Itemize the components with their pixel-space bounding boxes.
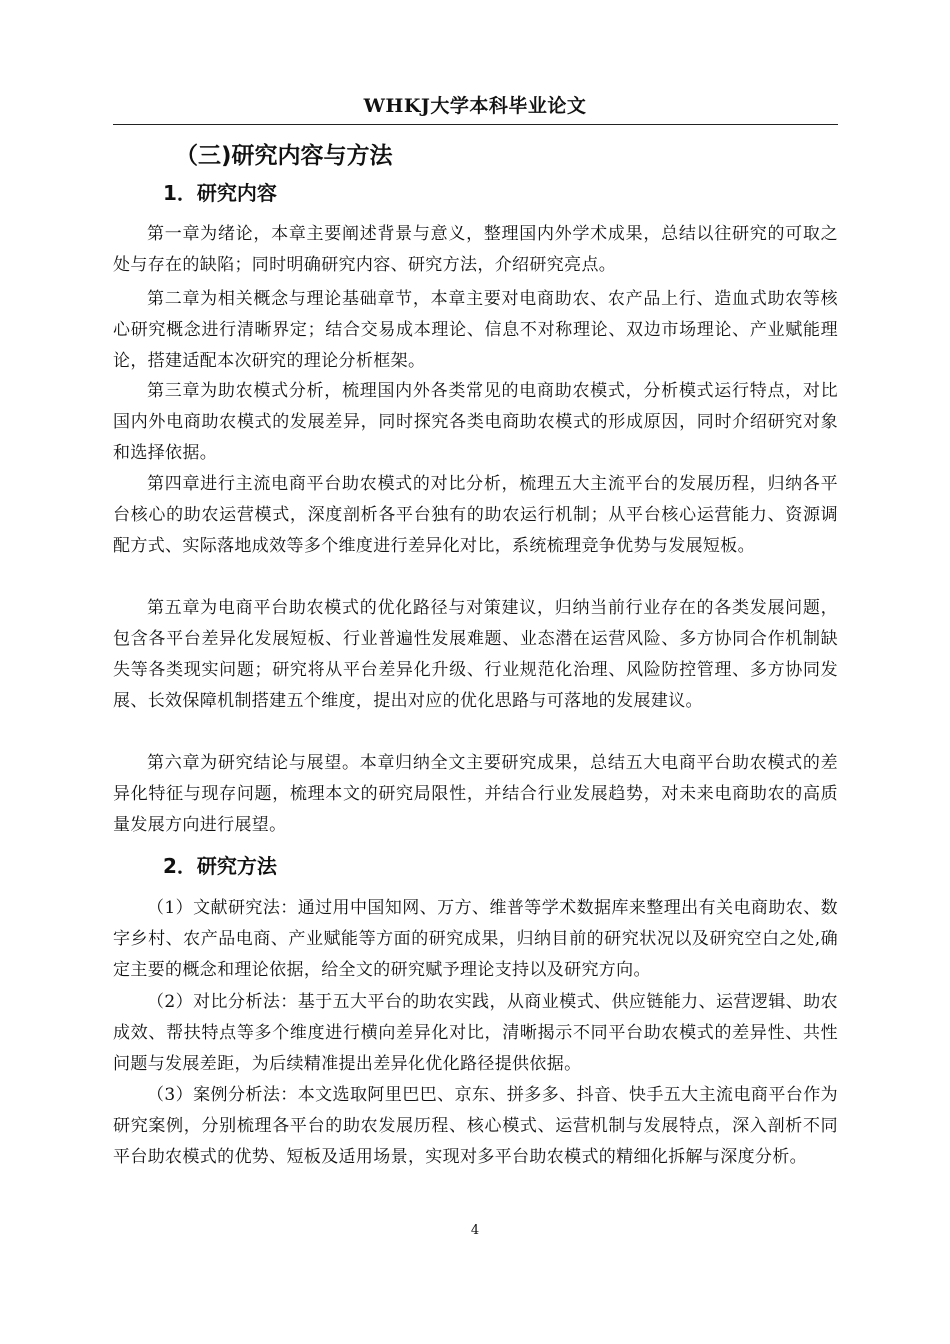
paragraph-method-case-study: （3）案例分析法：本文选取阿里巴巴、京东、拼多多、抖音、快手五大主流电商平台作为研究案例，分别梳理各平台的助农发展历程、核心模式、运营机制与发展特点，深入剖析不同平台助农模式的优势、短板及适用场景，实现对多平台助农模式的精细化拆解与深度分析。 bbox=[113, 1085, 838, 1167]
subsection-heading-research-content: 1．研究内容 bbox=[163, 181, 277, 205]
paragraph-chapter-3: 第三章为助农模式分析，梳理国内外各类常见的电商助农模式，分析模式运行特点，对比国内外电商助农模式的发展差异，同时探究各类电商助农模式的形成原因，同时介绍研究对象和选择依据。 bbox=[113, 381, 838, 463]
paragraph-chapter-4: 第四章进行主流电商平台助农模式的对比分析，梳理五大主流平台的发展历程，归纳各平台核心的助农运营模式，深度剖析各平台独有的助农运行机制；从平台核心运营能力、资源调配方式、实际落地成效等多个维度进行差异化对比，系统梳理竞争优势与发展短板。 bbox=[113, 474, 838, 556]
paragraph-chapter-6: 第六章为研究结论与展望。本章归纳全文主要研究成果，总结五大电商平台助农模式的差异化特征与现存问题，梳理本文的研究局限性，并结合行业发展趋势，对未来电商助农的高质量发展方向进行展望。 bbox=[113, 753, 838, 835]
header-divider bbox=[113, 124, 838, 125]
subsection-heading-research-methods: 2．研究方法 bbox=[163, 854, 277, 878]
paragraph-method-literature: （1）文献研究法：通过用中国知网、万方、维普等学术数据库来整理出有关电商助农、数字乡村、农产品电商、产业赋能等方面的研究成果，归纳目前的研究状况以及研究空白之处,确定主要的概念和理论依据，给全文的研究赋予理论支持以及研究方向。 bbox=[113, 898, 838, 980]
section-heading: （三)研究内容与方法 bbox=[175, 143, 393, 169]
paragraph-method-comparative: （2）对比分析法：基于五大平台的助农实践，从商业模式、供应链能力、运营逻辑、助农成效、帮扶特点等多个维度进行横向差异化对比，清晰揭示不同平台助农模式的差异性、共性问题与发展差距，为后续精准提出差异化优化路径提供依据。 bbox=[113, 992, 838, 1074]
page-number: 4 bbox=[470, 1223, 480, 1238]
paragraph-chapter-2: 第二章为相关概念与理论基础章节，本章主要对电商助农、农产品上行、造血式助农等核心研究概念进行清晰界定；结合交易成本理论、信息不对称理论、双边市场理论、产业赋能理论，搭建适配本次研究的理论分析框架。 bbox=[113, 289, 838, 371]
paragraph-chapter-1: 第一章为绪论，本章主要阐述背景与意义，整理国内外学术成果，总结以往研究的可取之处与存在的缺陷；同时明确研究内容、研究方法，介绍研究亮点。 bbox=[113, 224, 838, 275]
paragraph-chapter-5: 第五章为电商平台助农模式的优化路径与对策建议，归纳当前行业存在的各类发展问题，包含各平台差异化发展短板、行业普遍性发展难题、业态潜在运营风险、多方协同合作机制缺失等各类现实问题；研究将从平台差异化升级、行业规范化治理、风险防控管理、多方协同发展、长效保障机制搭建五个维度，提出对应的优化思路与可落地的发展建议。 bbox=[113, 598, 838, 711]
running-header: WHKJ大学本科毕业论文 bbox=[363, 95, 587, 117]
